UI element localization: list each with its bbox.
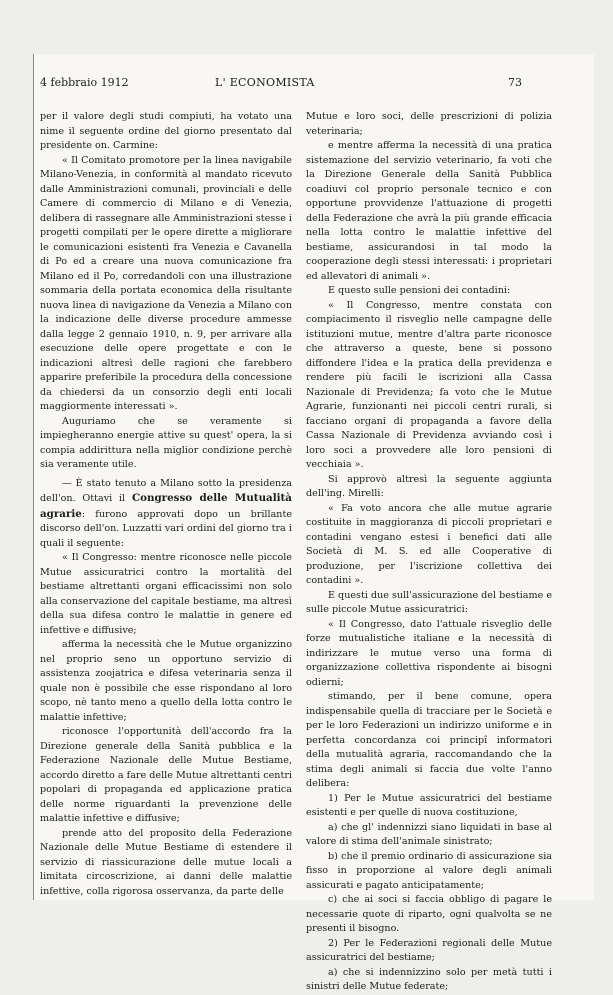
list-item: 1) Per le Mutue assicuratrici del bestiame esistenti e per quelle di nuova costituzione, (306, 792, 552, 818)
paragraph: E questi due sull'assicurazione del bestiame e sulle piccole Mutue assicuratrici: (306, 589, 552, 615)
paragraph-text: — È stato tenuto a Milano sotto la presidenza dell'on. Ottavi il (40, 477, 292, 504)
page-header (40, 76, 522, 94)
header-date: 4 febbraio 1912 (40, 76, 129, 89)
paragraph-quote: « Il Congresso, mentre constata con compiacimento il risveglio nelle campagne delle istituzioni mutue, mentre d'altra parte riconosce che attraverso a queste, bene si possono diffondere l'idea e la pratica della previdenza e rendere più facili le iscrizioni alla Cassa Nazionale di Previdenza; fa voto che le Mutue Agrarie, funzionanti nei piccoli centri rurali, si facciano organi di propaganda a favore della Cassa Nazionale di Previdenza avviando così i loro soci a provvedere alle loro pensioni di vecchiaia ». (306, 299, 552, 470)
paragraph-text: : furono approvati dopo un brillante discorso dell'on. Luzzatti vari ordini del giorno tra i quali il seguente: (40, 508, 292, 549)
list-item: b) che il premio ordinario di assicurazione sia fisso in proporzione al valore degli animali assicurati e pagato anticipatamente; (306, 850, 552, 891)
paragraph: afferma la necessità che le Mutue organizzino nel proprio seno un opportuno servizio di assistenza zoojatrica e difesa veterinaria senza il quale non è possibile che esse rispondano al loro scopo, nè tanto meno a quello della lotta contro le malattie infettive; (40, 639, 292, 723)
paragraph: Auguriamo che se veramente si impiegheranno energie attive su quest' opera, la si compia addirittura nella miglior condizione perchè sia veramente utile. (40, 415, 292, 470)
section-heading: Congresso delle Mutualità agrarie (40, 492, 292, 520)
paragraph: e mentre afferma la necessità di una pratica sistemazione del servizio veterinario, fa voti che la Direzione Generale della Sanità Pubblica coadiuvi col proprio personale tecnico e con opportune provvidenze l'attuazione di progetti della Federazione che avrà la più grande efficacia nella lotta contro le malattie infettive del bestiame, assicurandosi in tal modo la cooperazione degli stessi interessati: i proprietari ed allevatori di animali ». (306, 140, 552, 282)
list-item: a) che si indennizzino solo per metà tutti i sinistri delle Mutue federate; (306, 966, 552, 992)
paragraph: Mutue e loro soci, delle prescrizioni di polizia veterinaria; (306, 111, 552, 137)
journal-title: L' ECONOMISTA (215, 76, 315, 89)
page-number: 73 (508, 76, 522, 89)
left-column (40, 110, 292, 899)
paragraph: stimando, per il bene comune, opera indispensabile quella di tracciare per le Società e per le loro Federazioni un indirizzo uniforme e in perfetta concordanza coi principî informatori della mutualità agraria, raccomandando che la stima degli animali si faccia due volte l'anno delibera: (306, 691, 552, 789)
paragraph-quote: « Il Comitato promotore per la linea navigabile Milano-Venezia, in conformità al mandato ricevuto dalle Amministrazioni comunali, provinciali e delle Camere di commercio di Milano e di Venezia, delibera di rassegnare alle Amministrazioni stesse i progetti compilati per le opere dirette a migliorare le comunicazioni esistenti fra Venezia e Cavanella di Po ed a creare una nuova comunicazione fra Milano ed il Po, corredandoli con una illustrazione sommaria della portata economica della risultante nuova linea di navigazione da Venezia a Milano con la indicazione delle diverse procedure ammesse dalla legge 2 gennaio 1910, n. 9, per arrivare alla esecuzione delle opere progettate e con le indicazioni altresì delle ragioni che farebbero apparire preferibile la procedura della concessione da chiedersi da un consorzio degli enti locali maggiormente interessati ». (40, 154, 292, 412)
paragraph-quote: « Il Congresso, dato l'attuale risveglio delle forze mutualistiche italiane e la necessità di indirizzare le mutue verso una forma di organizzazione collettiva rispondente ai bisogni odierni; (306, 618, 552, 688)
right-column (306, 110, 552, 995)
list-item: a) che gl' indennizzi siano liquidati in base al valore di stima dell'animale sinistrato; (306, 821, 552, 847)
paragraph: prende atto del proposito della Federazione Nazionale delle Mutue Bestiame di estendere il servizio di riassicurazione delle mutue locali a limitata circoscrizione, ai danni delle malattie infettive, colla rigorosa osservanza, da parte delle (40, 827, 292, 897)
paragraph-quote: « Il Congresso: mentre riconosce nelle piccole Mutue assicuratrici contro la mortalità del bestiame altrettanti organi efficacissimi non solo alla conservazione del capitale bestiame, ma altresì della sua difesa contro le malattie in genere ed infettive e diffusive; (40, 552, 292, 636)
list-item: 2) Per le Federazioni regionali delle Mutue assicuratrici del bestiame; (306, 937, 552, 963)
paragraph-quote: « Fa voto ancora che alle mutue agrarie costituite in maggioranza di piccoli proprietari e contadini vengano estesi i benefici dati alle Società di M. S. ed alle Cooperative di produzione, per l'iscrizione collettiva dei contadini ». (306, 502, 552, 586)
list-item: c) che ai soci si faccia obbligo di pagare le necessarie quote di riparto, ogni qualvolta se ne presenti il bisogno. (306, 894, 552, 934)
paragraph: per il valore degli studi compiuti, ha votato una nime il seguente ordine del giorno presentato dal presidente on. Carmine: (40, 111, 292, 151)
paragraph: riconosce l'opportunità dell'accordo fra la Direzione generale della Sanità pubblica e la Federazione Nazionale delle Mutue Bestiame, accordo diretto a fare delle Mutue altrettanti centri popolari di propaganda ed applicazione pratica delle norme riguardanti la prevenzione delle malattie infettive e diffusive; (40, 726, 292, 824)
paragraph-congress (40, 477, 292, 552)
paragraph: E questo sulle pensioni dei contadini: (328, 285, 511, 296)
paragraph: Si approvò altresì la seguente aggiunta dell'ing. Mirelli: (306, 473, 552, 499)
